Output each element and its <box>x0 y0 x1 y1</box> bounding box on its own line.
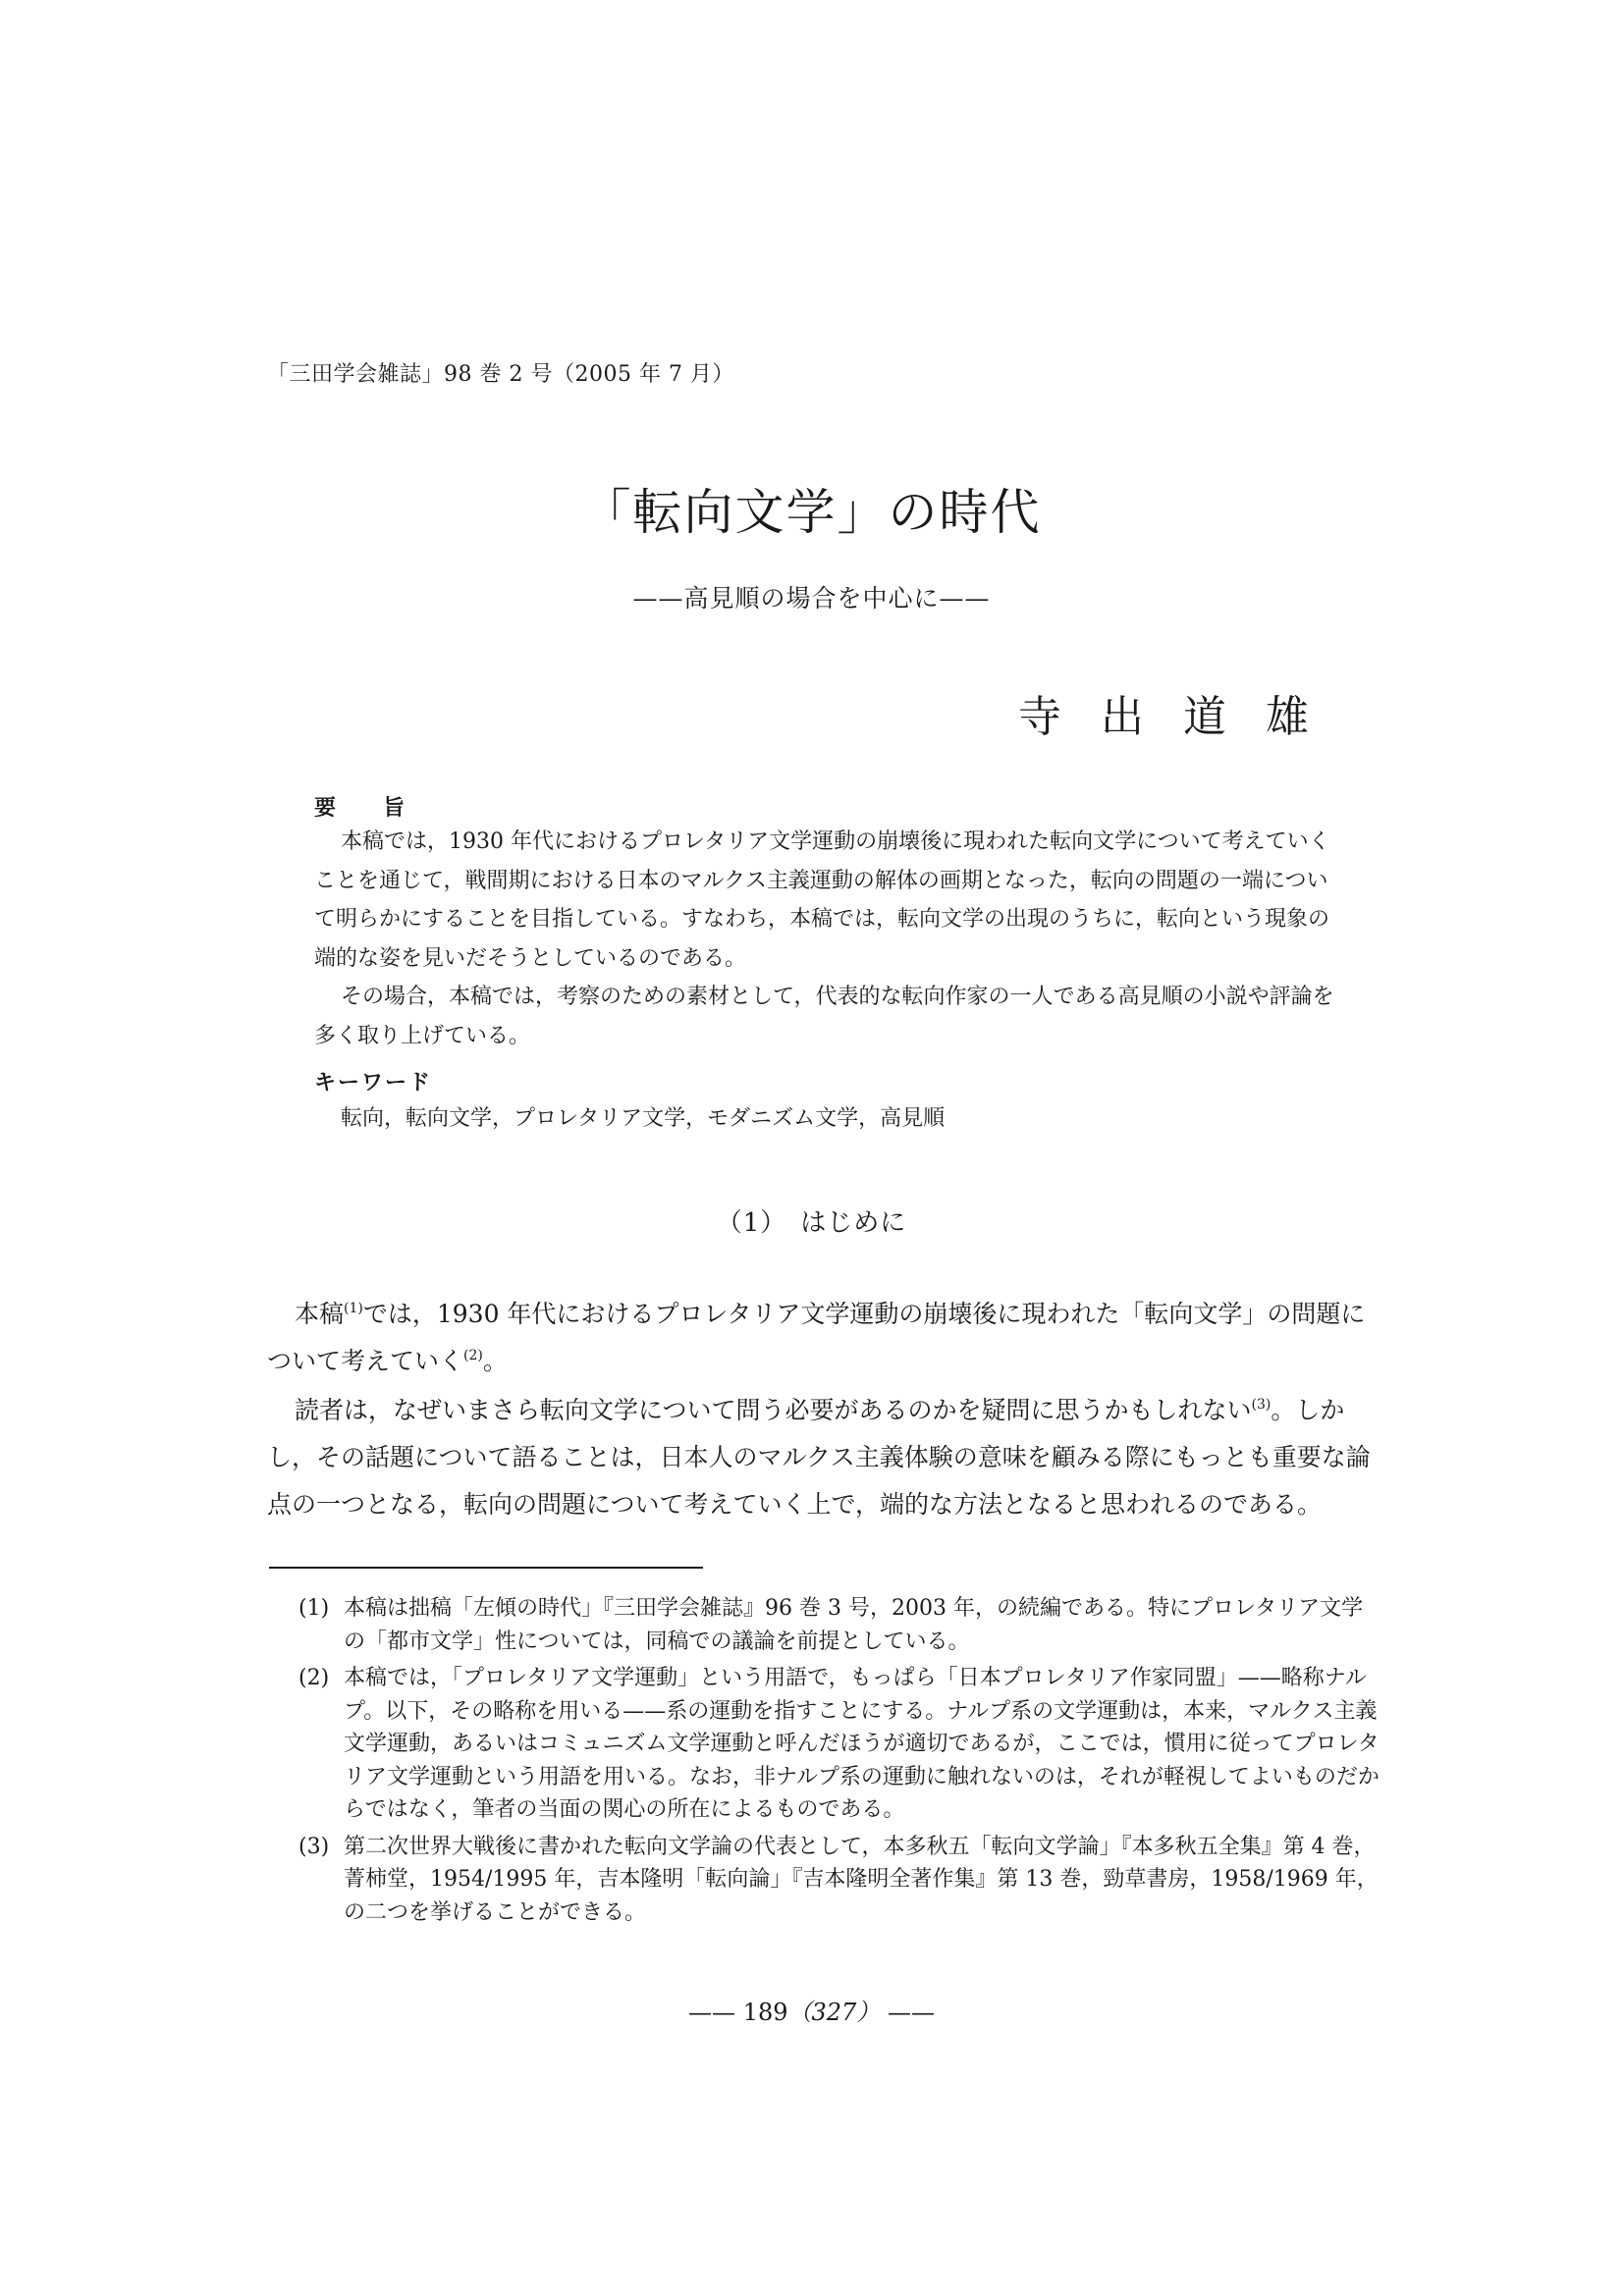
article-subtitle: ——高見順の場合を中心に—— <box>632 584 991 613</box>
page-number-value: 189 <box>742 1999 788 2026</box>
body-paragraph <box>267 1387 1384 1528</box>
section-heading: （1） はじめに <box>716 1208 907 1238</box>
author-name: 寺出道雄 <box>1018 692 1348 742</box>
abstract-paragraph: その場合，本稿では，考察のための素材として，代表的な転向作家の一人である高見順の小説や評論を多く取り上げている。 <box>314 985 1334 1048</box>
body-text <box>267 1291 1384 1530</box>
body-paragraph <box>267 1291 1384 1385</box>
footnote-divider <box>269 1567 703 1569</box>
keywords-list: 転向，転向文学，プロレタリア文学，モダニズム文学，高見順 <box>341 1106 946 1131</box>
keywords-label: キーワード <box>314 1071 433 1095</box>
footnote <box>298 1831 1384 1930</box>
body-text-span: では，1930 年代におけるプロレタリア文学運動の崩壊後に現われた「転向文学」の問題について考えていく <box>267 1300 1366 1375</box>
footnote <box>298 1592 1384 1658</box>
footnote-text: 本稿は拙稿「左傾の時代」『三田学会雑誌』96 巻 3 号，2003 年，の続編である。特にプロレタリア文学の「都市文学」性については，同稿での議論を前提としている。 <box>344 1596 1364 1654</box>
footnote-number: (3) <box>298 1834 330 1859</box>
body-text-span: 本稿 <box>295 1300 345 1328</box>
body-text-span: 。しかし，その話題について語ることは，日本人のマルクス主義体験の意味を顧みる際にもっとも重要な論点の一つとなる，転向の問題について考えていく上で，端的な方法となると思われるのである。 <box>267 1396 1371 1519</box>
footnote-ref[interactable]: (3) <box>1251 1397 1271 1413</box>
page-dash: —— <box>688 1999 736 2026</box>
page-number <box>0 1993 1623 2027</box>
abstract <box>314 823 1345 1055</box>
body-text-span: 。 <box>482 1347 508 1375</box>
footnote <box>298 1662 1384 1827</box>
page-dash: —— <box>887 1999 935 2026</box>
journal-citation: 「三田学会雑誌」98 巻 2 号（2005 年 7 月） <box>267 362 734 387</box>
footnote-number: (1) <box>298 1596 330 1621</box>
footnote-text: 本稿では，「プロレタリア文学運動」という用語で，もっぱら「日本プロレタリア作家同盟」——略称ナルプ。以下，その略称を用いる——系の運動を指すことにする。ナルプ系の文学運動は，本来，マルクス主義文学運動，あるいはコミュニズム文学運動と呼んだほうが適切であるが，ここでは，慣用に従ってプロレタリア文学運動という用語を用いる。なお，非ナルプ系の運動に触れないのは，それが軽視してよいものだからではなく，筆者の当面の関心の所在によるものである。 <box>344 1666 1380 1822</box>
footnote-number: (2) <box>298 1666 330 1690</box>
footnote-ref[interactable]: (2) <box>463 1348 483 1363</box>
footnotes <box>298 1592 1384 1933</box>
abstract-label: 要旨 <box>314 796 453 821</box>
cumulative-page-number: （327） <box>787 1999 881 2026</box>
article-title: 「転向文学」の時代 <box>581 484 1042 541</box>
footnote-ref[interactable]: (1) <box>344 1301 363 1316</box>
abstract-paragraph: 本稿では，1930 年代におけるプロレタリア文学運動の崩壊後に現われた転向文学について考えていくことを通じて，戦間期における日本のマルクス主義運動の解体の画期となった，転向の問題の一端について明らかにすることを目指している。すなわち，本稿では，転向文学の出現のうちに，転向という現象の端的な姿を見いだそうとしているのである。 <box>314 829 1330 971</box>
footnote-text: 第二次世界大戦後に書かれた転向文学論の代表として，本多秋五「転向文学論」『本多秋五全集』第 4 巻，菁柿堂，1954/1995 年，吉本隆明「転向論」『吉本隆明全著作集』第 13 巻，勁草書房，1958/1969 年，の二つを挙げることができる。 <box>344 1834 1379 1925</box>
body-text-span: 読者は，なぜいまさら転向文学について問う必要があるのかを疑問に思うかもしれない <box>295 1396 1252 1424</box>
